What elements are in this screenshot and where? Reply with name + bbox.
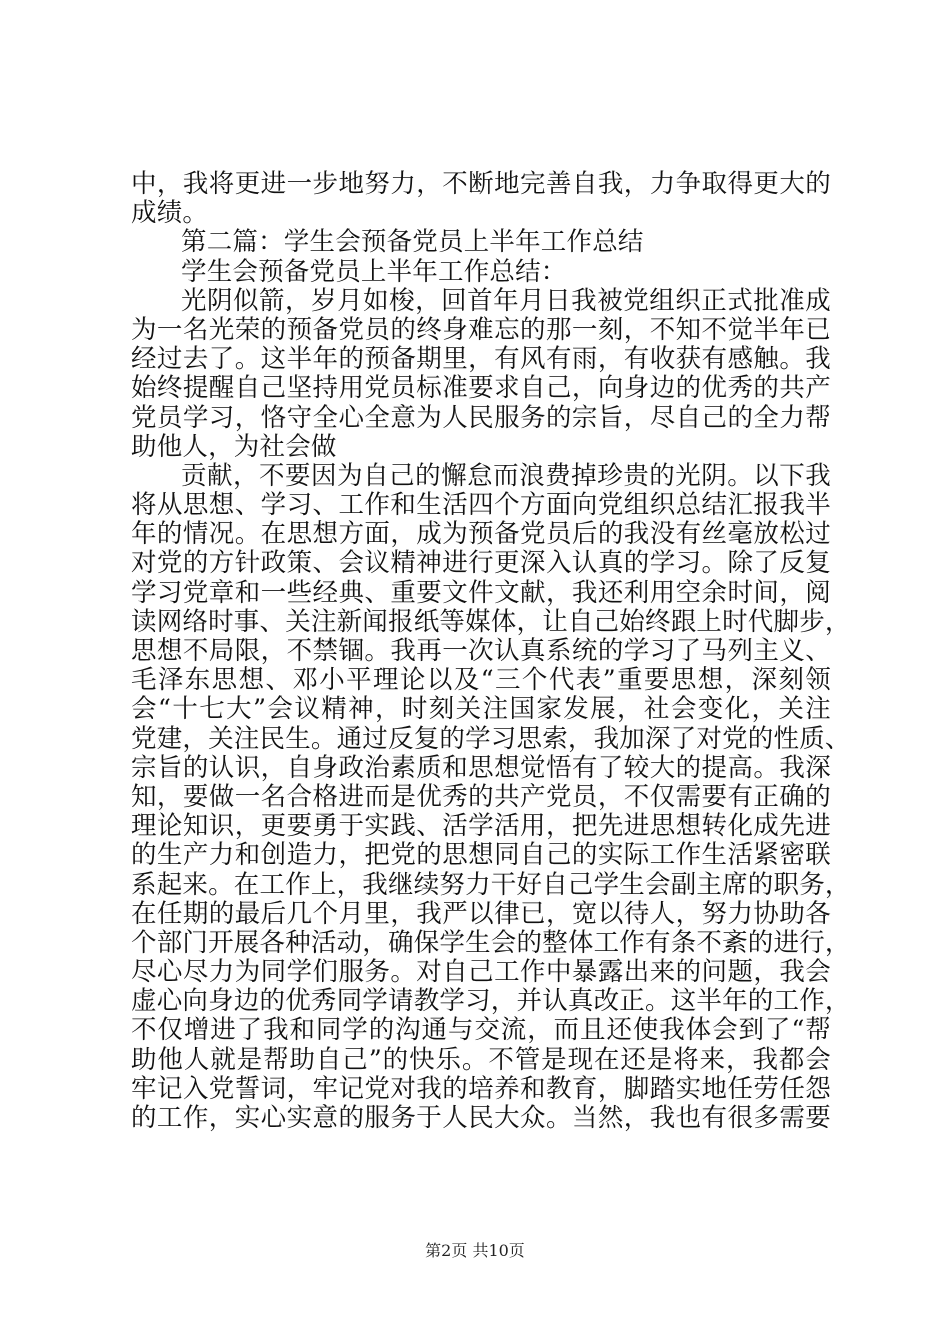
paragraph-start-line: 光阴似箭，岁月如梭，回首年月日我被党组织正式批准成	[181, 285, 831, 316]
text-line: 宗旨的认识，自身政治素质和思想觉悟有了较大的提高。我深	[131, 752, 831, 783]
text-line: 在任期的最后几个月里，我严以律已，宽以待人，努力协助各	[131, 898, 831, 929]
text-line: 不仅增进了我和同学的沟通与交流，而且还使我体会到了“帮	[131, 1015, 831, 1046]
paragraph-start-line: 贡献，不要因为自己的懈怠而浪费掉珍贵的光阴。以下我	[181, 460, 831, 491]
text-line: 思想不局限，不禁锢。我再一次认真系统的学习了马列主义、	[131, 636, 831, 666]
text-line: 的生产力和创造力，把党的思想同自己的实际工作生活紧密联	[131, 840, 831, 871]
text-line: 的工作，实心实意的服务于人民大众。当然，我也有很多需要	[131, 1103, 831, 1133]
text-line: 党员学习，恪守全心全意为人民服务的宗旨，尽自己的全力帮	[131, 402, 831, 433]
text-line: 系起来。在工作上，我继续努力干好自己学生会副主席的职务，	[131, 869, 851, 900]
text-line: 读网络时事、关注新闻报纸等媒体，让自己始终跟上时代脚步，	[131, 606, 851, 637]
text-line: 始终提醒自己坚持用党员标准要求自己，向身边的优秀的共产	[131, 373, 831, 404]
text-line: 年的情况。在思想方面，成为预备党员后的我没有丝毫放松过	[131, 519, 831, 550]
text-line: 为一名光荣的预备党员的终身难忘的那一刻，不知不觉半年已	[131, 314, 831, 345]
text-line: 经过去了。这半年的预备期里，有风有雨，有收获有感触。我	[131, 344, 831, 375]
text-line: 理论知识，更要勇于实践、活学活用，把先进思想转化成先进	[131, 811, 831, 842]
text-line: 对党的方针政策、会议精神进行更深入认真的学习。除了反复	[131, 548, 831, 579]
text-line: 毛泽东思想、邓小平理论以及“三个代表”重要思想，深刻领	[131, 665, 831, 696]
text-line: 助他人，为社会做	[131, 431, 337, 462]
section-heading: 第二篇：学生会预备党员上半年工作总结	[181, 227, 644, 258]
text-line: 会“十七大”会议精神，时刻关注国家发展，社会变化，关注	[131, 694, 831, 725]
text-line: 知，要做一名合格进而是优秀的共产党员，不仅需要有正确的	[131, 781, 831, 812]
text-line: 牢记入党誓词，牢记党对我的培养和教育，脚踏实地任劳任怨	[131, 1073, 831, 1104]
section-subtitle: 学生会预备党员上半年工作总结：	[181, 256, 567, 287]
text-line: 学习党章和一些经典、重要文件文献，我还利用空余时间，阅	[131, 577, 831, 608]
text-line: 个部门开展各种活动，确保学生会的整体工作有条不紊的进行，	[131, 927, 851, 958]
page-number-footer: 第2页 共10页	[425, 1241, 525, 1260]
text-line: 党建，关注民生。通过反复的学习思索，我加深了对党的性质、	[131, 723, 851, 754]
text-line: 中，我将更进一步地努力，不断地完善自我，力争取得更大的	[131, 169, 831, 199]
text-line: 将从思想、学习、工作和生活四个方面向党组织总结汇报我半	[131, 490, 831, 521]
body-text	[131, 169, 851, 1133]
text-line: 尽心尽力为同学们服务。对自己工作中暴露出来的问题，我会	[131, 957, 831, 988]
text-line: 成绩。	[131, 198, 209, 229]
text-line: 助他人就是帮助自己”的快乐。不管是现在还是将来，我都会	[131, 1044, 831, 1075]
text-line: 虚心向身边的优秀同学请教学习，并认真改正。这半年的工作，	[131, 986, 851, 1017]
